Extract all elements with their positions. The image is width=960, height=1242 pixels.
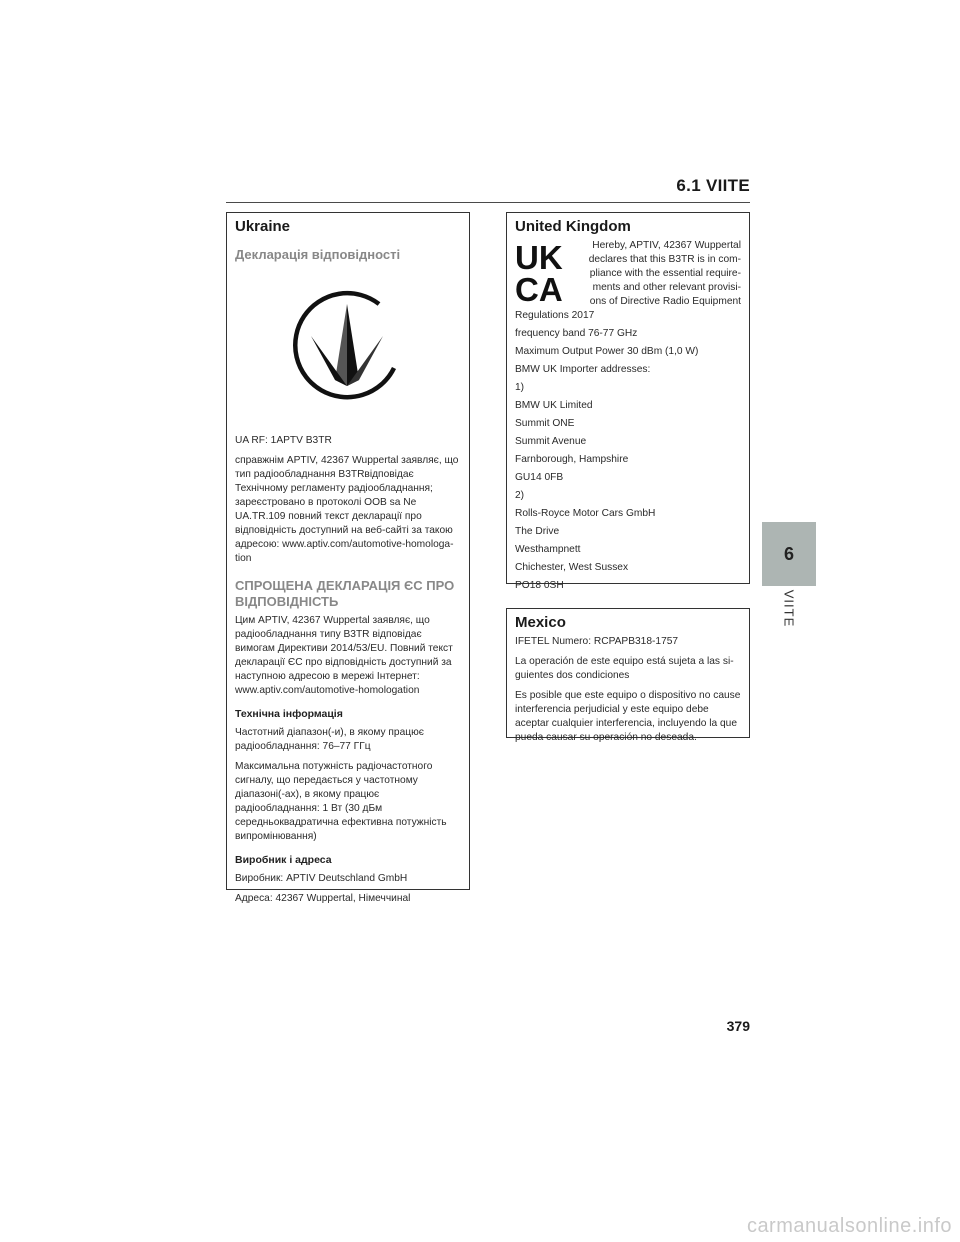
uk-intro-line: declares that this B3TR is in com- bbox=[588, 254, 741, 265]
mexico-para-1: IFETEL Numero: RCPAPB318-1757 bbox=[515, 636, 679, 647]
uk-intro-line: Hereby, APTIV, 42367 Wuppertal bbox=[592, 240, 741, 251]
mexico-title: Mexico bbox=[515, 614, 566, 631]
ukraine-eu-heading: СПРОЩЕНА ДЕКЛАРАЦІЯ ЄС ПРО ВІДПОВІДНІСТЬ bbox=[235, 578, 455, 609]
uk-line: BMW UK Importer addresses: bbox=[515, 364, 651, 375]
uk-line: The Drive bbox=[515, 526, 560, 537]
page-number: 379 bbox=[726, 1018, 750, 1034]
header-divider bbox=[226, 202, 750, 203]
uk-line: Farnborough, Hampshire bbox=[515, 454, 629, 465]
ukrsepro-conformity-mark-icon bbox=[289, 286, 407, 404]
ukraine-para-7: Адреса: 42367 Wuppertal, Німеччинаl bbox=[235, 893, 411, 904]
section-title: 6.1 VIITE bbox=[676, 176, 750, 195]
ukraine-para-4: Частотний діапазон(-и), в якому працює радіообладнання: 76–77 ГГц bbox=[235, 727, 424, 752]
watermark: carmanualsonline.info bbox=[746, 1215, 952, 1237]
chapter-number: 6 bbox=[783, 543, 794, 564]
ukraine-section bbox=[226, 212, 470, 904]
chapter-label: VIITE bbox=[781, 589, 797, 627]
ukraine-manufacturer-heading: Виробник і адреса bbox=[235, 854, 332, 866]
uk-line: GU14 0FB bbox=[515, 472, 564, 483]
mexico-para-3: Es posible que este equipo o dispositivo no cause interferencia perjudicial y este equipo debe aceptar cualquier interferencia, incluyendo la que pueda causar su operación no deseada. bbox=[515, 690, 741, 743]
uk-line: frequency band 76-77 GHz bbox=[515, 328, 638, 339]
uk-line: 2) bbox=[515, 490, 525, 501]
ukca-letters-top: UK bbox=[515, 241, 563, 276]
ukraine-para-2: справжнім APTIV, 42367 Wuppertal заявляє, що тип радіообладнання B3TRвідповідає Технічному регламенту радіообладнання; зареєстровано в протоколі OOB sa Ne UA.TR.109 повний текст декларації про відповідність доступний на веб-сайті за такою адресою: www.aptiv.com/automotive-homologa-tion bbox=[235, 455, 459, 564]
uk-line: 1) bbox=[515, 382, 525, 393]
uk-intro-line: ons of Directive Radio Equipment bbox=[589, 296, 741, 307]
chapter-tab[interactable] bbox=[762, 522, 816, 586]
ukraine-para-6: Виробник: APTIV Deutschland GmbH bbox=[235, 873, 408, 884]
uk-line: Regulations 2017 bbox=[515, 310, 595, 321]
ukraine-subtitle: Декларація відповідності bbox=[235, 247, 401, 262]
mexico-section bbox=[506, 608, 750, 743]
uk-line: Maximum Output Power 30 dBm (1,0 W) bbox=[515, 346, 699, 357]
uk-line: Chichester, West Sussex bbox=[515, 562, 629, 573]
ukraine-title: Ukraine bbox=[235, 218, 291, 235]
uk-line: Summit Avenue bbox=[515, 436, 587, 447]
ukraine-para-5: Максимальна потужність радіочастотного сигналу, що передається у частотному діапазоні(-ах), в якому працює радіообладнання: 1 Вт (30 дБм середньоквадратична ефективна потужність випромінювання) bbox=[235, 761, 447, 842]
uk-intro-line: pliance with the essential require- bbox=[589, 268, 741, 279]
uk-title: United Kingdom bbox=[515, 218, 631, 235]
uk-line: Rolls-Royce Motor Cars GmbH bbox=[515, 508, 656, 519]
ukraine-para-1: UA RF: 1APTV B3TR bbox=[235, 435, 332, 446]
ukraine-tech-heading: Технічна інформація bbox=[235, 708, 343, 720]
uk-line: PO18 0SH bbox=[515, 580, 564, 591]
ukraine-para-3: Цим APTIV, 42367 Wuppertal заявляє, що радіообладнання типу B3TR відповідає вимогам Директиви 2014/53/EU. Повний текст декларації ЄС про відповідність доступний за наступною адресою в мережі Інтернет: www.aptiv.com/automotive-homologation bbox=[235, 615, 453, 696]
uk-line: Summit ONE bbox=[515, 418, 575, 429]
uk-intro bbox=[585, 239, 741, 309]
ukca-letters-bottom: CA bbox=[515, 271, 563, 303]
ukca-mark-icon bbox=[515, 241, 579, 308]
mexico-para-2: La operación de este equipo está sujeta a las si-guientes dos condiciones bbox=[515, 656, 734, 681]
uk-line: BMW UK Limited bbox=[515, 400, 593, 411]
uk-intro-line: ments and other relevant provisi- bbox=[592, 282, 741, 293]
uk-line: Westhampnett bbox=[515, 544, 581, 555]
uk-section bbox=[506, 212, 750, 591]
